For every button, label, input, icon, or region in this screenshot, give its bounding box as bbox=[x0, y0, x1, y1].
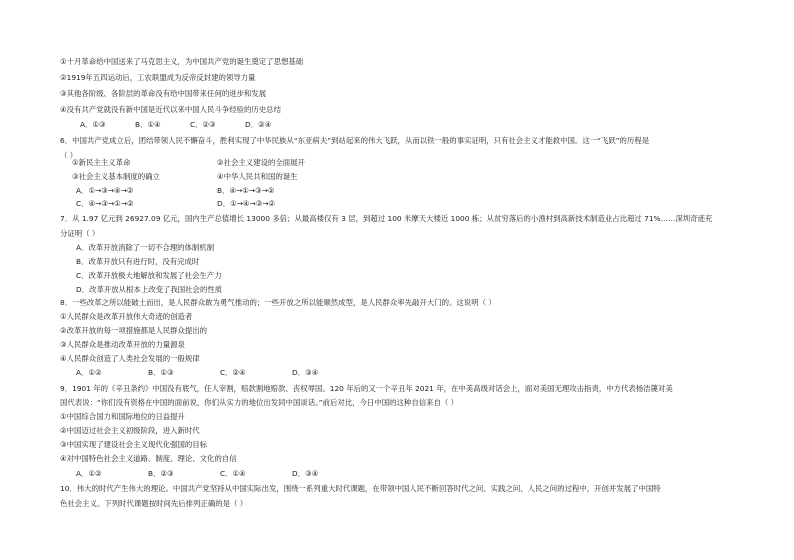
q5-option-c: C．②③ bbox=[190, 120, 216, 129]
q8-options-row bbox=[60, 367, 754, 378]
q7-stem-line2: 分证明（ ） bbox=[60, 229, 100, 238]
q8-option-b: B．①③ bbox=[148, 368, 174, 377]
q9-options-row bbox=[60, 468, 754, 479]
q10-stem-line1: 10．伟大的时代产生伟大的理论。中国共产党坚持从中国实际出发，围绕一系列重大时代课题，在带领中国人民不断回答时代之问、实践之问、人民之问的过程中，开创并发展了中国特 bbox=[60, 484, 661, 493]
q8-item-1: ①人民群众是改革开放伟大奇迹的创造者 bbox=[60, 312, 193, 321]
q9-item-1: ①中国综合国力和国际地位的日益提升 bbox=[60, 412, 185, 421]
q6-item-3: ③社会主义基本制度的确立 bbox=[72, 172, 160, 181]
q6-option-b: B．④→①→③→② bbox=[217, 186, 275, 195]
q8-stem: 8．一些改革之所以能破土而出，是人民群众敢为勇气推动的；一些开放之所以能顺然成型，是人民群众率先敲开大门的。这说明（ ） bbox=[60, 298, 496, 307]
q8-option-d: D．③④ bbox=[292, 368, 319, 377]
q9-item-4: ④对中国特色社会主义道路、制度、理论、文化的自信 bbox=[60, 454, 237, 463]
q8-item-4: ④人民群众创造了人类社会发展的一般规律 bbox=[60, 354, 200, 363]
q5-options-row bbox=[60, 119, 754, 130]
q5-item-1: ①十月革命给中国送来了马克思主义，为中国共产党的诞生奠定了思想基础 bbox=[60, 57, 304, 66]
q9-item-2: ②中国迈过社会主义初级阶段，进入新时代 bbox=[60, 426, 200, 435]
q5-option-b: B．①④ bbox=[135, 120, 161, 129]
q8-item-3: ③人民群众是推动改革开放的力量源泉 bbox=[60, 340, 185, 349]
q5-option-d: D．②④ bbox=[245, 120, 272, 129]
q6-options-row2-inner bbox=[60, 198, 754, 209]
q7-stem-line1: 7．从 1.97 亿元到 26927.09 亿元，国内生产总值增长 13000 多倍；从最高楼仅有 3 层，到超过 100 米摩天大楼近 1000 栋；从贫穷落后的小渔村到高新技术制造业占比超过 71%……深圳奇迹充 bbox=[60, 214, 713, 223]
q5-option-a: A．①③ bbox=[80, 120, 106, 129]
q9-option-a: A．①② bbox=[76, 469, 102, 478]
q10-stem-line2: 色社会主义。下列时代课题按时间先后排列正确的是（ ） bbox=[60, 499, 248, 508]
q9-item-3: ③中国实现了建设社会主义现代化强国的目标 bbox=[60, 440, 208, 449]
q6-items-row2-inner bbox=[60, 171, 754, 182]
q5-item-3: ③其他各阶级、各阶层的革命没有给中国带来任何的进步和发展 bbox=[60, 89, 267, 98]
q8-item-2: ②改革开放的每一项措施都是人民群众提出的 bbox=[60, 326, 208, 335]
q6-option-c: C．④→③→①→② bbox=[76, 199, 134, 208]
q7-option-c: C．改革开放极大地解放和发展了社会生产力 bbox=[76, 271, 222, 280]
q9-option-c: C．①④ bbox=[220, 469, 246, 478]
q6-item-2: ②社会主义建设的全面展开 bbox=[217, 158, 305, 167]
q6-item-4: ④中华人民共和国的诞生 bbox=[217, 172, 298, 181]
q9-stem-line2: 国代表说：“你们没有资格在中国的面前说，你们从实力的地位出发同中国谈话。”前后对比，今日中国的这种自信来自（ ） bbox=[60, 398, 459, 407]
q6-items-row1-inner bbox=[60, 157, 754, 168]
q5-item-4: ④没有共产党就没有新中国是近代以来中国人民斗争经验的历史总结 bbox=[60, 105, 281, 114]
q6-stem-line1: 6．中国共产党成立后，团结带领人民不懈奋斗，胜利实现了中华民族从“东亚病夫”到站起来的伟大飞跃，从而以铁一般的事实证明，只有社会主义才能救中国。这一“飞跃”的历程是 bbox=[60, 136, 650, 145]
q7-option-a: A．改革开放消除了一切不合理的体制机制 bbox=[76, 243, 215, 252]
q6-item-1: ①新民主主义革命 bbox=[72, 158, 131, 167]
q7-option-b: B．改革开放只有进行时，没有完成时 bbox=[76, 257, 200, 266]
q9-stem-line1: 9．1901 年的《辛丑条约》中国没有底气，任人宰割，赔款割地赔款、丧权辱国。120 年后的又一个辛丑年 2021 年，在中美高级对话会上，面对美国无理攻击指责，中方代表杨洁篪对美 bbox=[60, 384, 673, 393]
q8-option-c: C．②④ bbox=[220, 368, 246, 377]
q5-item-2: ②1919年五四运动后，工农联盟成为反帝反封建的领导力量 bbox=[60, 73, 256, 82]
q6-options-row1-inner bbox=[60, 185, 754, 196]
q8-option-a: A．①② bbox=[76, 368, 102, 377]
q6-stem-line2: （ ） bbox=[60, 151, 78, 160]
q9-option-b: B．②③ bbox=[148, 469, 174, 478]
q9-option-d: D．③④ bbox=[292, 469, 319, 478]
q6-option-d: D．①→④→③→② bbox=[217, 199, 276, 208]
q6-option-a: A．①→③→④→② bbox=[76, 186, 134, 195]
q7-option-d: D．改革开放从根本上改变了我国社会的性质 bbox=[76, 285, 223, 294]
